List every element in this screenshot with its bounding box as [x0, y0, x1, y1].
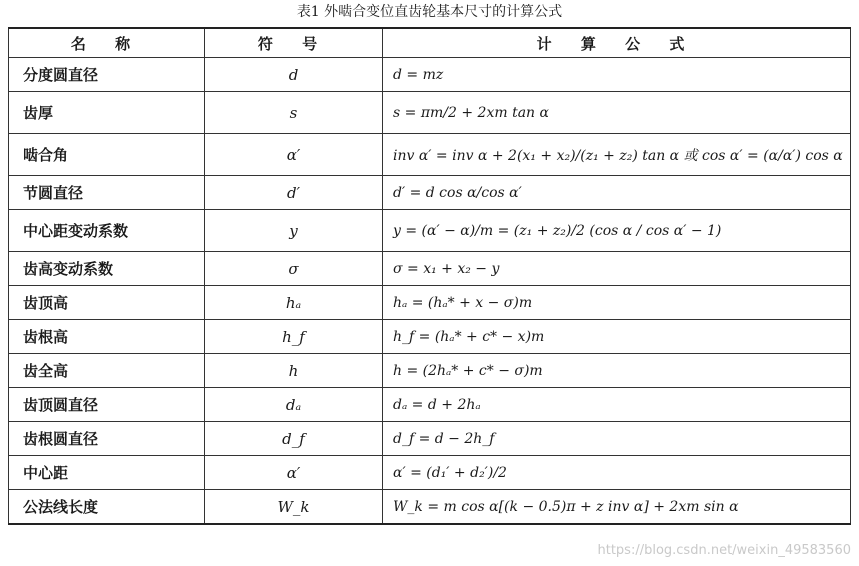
watermark-text: https://blog.csdn.net/weixin_49583560	[597, 543, 851, 558]
row-name: 中心距	[9, 456, 205, 490]
row-formula: dₐ = d + 2hₐ	[383, 388, 851, 422]
row-name: 节圆直径	[9, 176, 205, 210]
table-row	[9, 252, 851, 286]
row-formula: α′ = (d₁′ + d₂′)/2	[383, 456, 851, 490]
table-caption: 表1 外啮合变位直齿轮基本尺寸的计算公式	[296, 4, 563, 20]
row-name: 分度圆直径	[9, 58, 205, 92]
row-name: 啮合角	[9, 134, 205, 176]
row-formula: d_f = d − 2h_f	[383, 422, 851, 456]
table-row	[9, 456, 851, 490]
row-name: 公法线长度	[9, 490, 205, 525]
row-formula: h = (2hₐ* + c* − σ)m	[383, 354, 851, 388]
header-symbol: 符 号	[205, 28, 383, 58]
table-row	[9, 490, 851, 525]
row-symbol: h_f	[205, 320, 383, 354]
row-name: 中心距变动系数	[9, 210, 205, 252]
row-formula: h_f = (hₐ* + c* − x)m	[383, 320, 851, 354]
row-symbol: α′	[205, 456, 383, 490]
row-formula: hₐ = (hₐ* + x − σ)m	[383, 286, 851, 320]
table-row	[9, 286, 851, 320]
row-name: 齿顶高	[9, 286, 205, 320]
header-formula: 计 算 公 式	[383, 28, 851, 58]
row-name: 齿根高	[9, 320, 205, 354]
row-formula: s = πm/2 + 2xm tan α	[383, 92, 851, 134]
row-symbol: α′	[205, 134, 383, 176]
table-row	[9, 354, 851, 388]
row-formula: W_k = m cos α[(k − 0.5)π + z inv α] + 2xm sin α	[383, 490, 851, 525]
table-row	[9, 58, 851, 92]
row-symbol: dₐ	[205, 388, 383, 422]
row-name: 齿全高	[9, 354, 205, 388]
table-row	[9, 320, 851, 354]
row-symbol: hₐ	[205, 286, 383, 320]
row-name: 齿根圆直径	[9, 422, 205, 456]
row-formula: σ = x₁ + x₂ − y	[383, 252, 851, 286]
row-symbol: h	[205, 354, 383, 388]
table-row	[9, 210, 851, 252]
header-name: 名 称	[9, 28, 205, 58]
row-symbol: s	[205, 92, 383, 134]
row-name: 齿高变动系数	[9, 252, 205, 286]
row-name: 齿顶圆直径	[9, 388, 205, 422]
row-symbol: y	[205, 210, 383, 252]
table-row	[9, 388, 851, 422]
table-row	[9, 176, 851, 210]
row-symbol: d′	[205, 176, 383, 210]
table-row	[9, 134, 851, 176]
row-formula: d = mz	[383, 58, 851, 92]
row-symbol: d	[205, 58, 383, 92]
row-symbol: W_k	[205, 490, 383, 525]
row-formula: y = (α′ − α)/m = (z₁ + z₂)/2 (cos α / cos α′ − 1)	[383, 210, 851, 252]
formula-table	[8, 27, 851, 525]
row-formula: d′ = d cos α/cos α′	[383, 176, 851, 210]
table-row	[9, 92, 851, 134]
table-row	[9, 422, 851, 456]
row-symbol: d_f	[205, 422, 383, 456]
row-symbol: σ	[205, 252, 383, 286]
header-row	[9, 28, 851, 58]
row-formula: inv α′ = inv α + 2(x₁ + x₂)/(z₁ + z₂) tan α 或 cos α′ = (α/α′) cos α	[383, 134, 851, 176]
row-name: 齿厚	[9, 92, 205, 134]
